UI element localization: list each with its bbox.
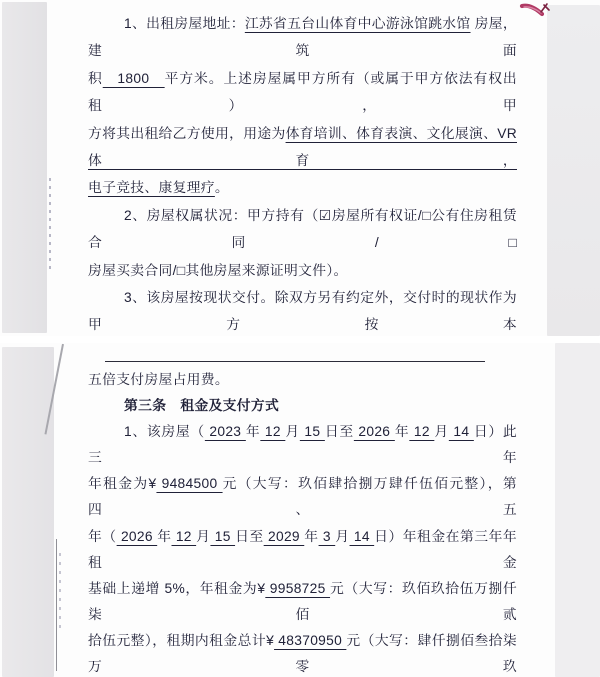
contract-text-line xyxy=(88,419,517,471)
filled-in-value: 14 xyxy=(448,424,474,440)
horizontal-rule xyxy=(105,361,485,362)
contract-text: 年租金为¥ xyxy=(88,476,157,492)
contract-text: 元（大写：肆仟捌佰叁拾柒万零玖 xyxy=(88,632,517,675)
contract-text: 日至 xyxy=(324,424,354,440)
filled-in-value: 48370950 xyxy=(274,632,347,648)
contract-text: 年 xyxy=(245,424,261,440)
ink-bleed-marks xyxy=(59,553,61,633)
contract-text: 1、该房屋（ xyxy=(124,424,205,440)
contract-text: 房屋，建筑面 xyxy=(88,16,517,59)
contract-text: 年 xyxy=(394,424,410,440)
contract-text-line xyxy=(88,393,517,419)
contract-text: 2、房屋权属状况：甲方持有（☑房屋所有权证/□公有住房租赁合同/□ xyxy=(88,207,517,251)
paper-edge-left xyxy=(2,347,54,677)
contract-text-line xyxy=(88,524,517,576)
filled-in-value: 2029 xyxy=(263,528,305,544)
contract-text-line xyxy=(88,10,517,65)
filled-in-value: 3 xyxy=(318,528,336,544)
contract-text-line xyxy=(88,628,517,677)
contract-text-line xyxy=(88,257,517,284)
filled-in-value: 电子竞技、康复理疗 xyxy=(88,180,215,196)
contract-clauses-page1 xyxy=(88,10,517,336)
contract-text: 第三条 租金及支付方式 xyxy=(124,398,280,414)
contract-text: 月 xyxy=(335,528,350,544)
filled-in-value: 15 xyxy=(210,528,236,544)
red-pen-mark-icon xyxy=(518,0,554,22)
document-photo-bottom xyxy=(0,343,600,677)
contract-text: 拾伍元整），租期内租金总计¥ xyxy=(88,632,275,648)
contract-text: 。 xyxy=(214,180,229,196)
filled-in-value: 12 xyxy=(409,424,435,440)
contract-text: 积 xyxy=(88,70,103,86)
rent-clause-lines xyxy=(88,367,517,677)
contract-text: 3、该房屋按现状交付。除双方另有约定外，交付时的现状作为甲方按本 xyxy=(88,290,517,333)
contract-text: 五倍支付房屋占用费。 xyxy=(88,372,229,387)
filled-in-value: 9484500 xyxy=(156,476,223,492)
contract-text: 方将其出租给乙方使用，用途为 xyxy=(88,125,286,141)
filled-in-value: 2026 xyxy=(353,424,395,440)
filled-in-value: 9958725 xyxy=(265,580,331,596)
filled-in-value: 14 xyxy=(349,528,375,544)
contract-text: 日至 xyxy=(235,528,264,544)
contract-text-line xyxy=(88,471,517,523)
contract-text-line xyxy=(88,120,517,175)
paper-edge-right xyxy=(547,5,600,336)
contract-text: 年 xyxy=(157,528,172,544)
filled-in-value: 1800 xyxy=(102,70,165,86)
contract-text: 基础上递增 5%，年租金为¥ xyxy=(88,580,266,596)
paper-edge-shadow xyxy=(56,539,57,671)
contract-text-line xyxy=(88,284,517,336)
contract-text: 月 xyxy=(285,424,300,440)
contract-text: 年 xyxy=(304,528,319,544)
filled-in-value: 15 xyxy=(299,424,325,440)
filled-in-value: 江苏省五台山体育中心游泳馆跳水馆 xyxy=(244,16,471,31)
contract-text: 月 xyxy=(196,528,211,544)
filled-in-value: 2026 xyxy=(116,528,158,544)
filled-in-value: 体育培训、体育表演、文化展演、VR 体育， xyxy=(88,125,517,169)
contract-text-line xyxy=(88,576,517,628)
ink-bleed-marks xyxy=(49,178,51,270)
filled-in-value: 12 xyxy=(171,528,197,544)
contract-text: 房屋买卖合同/□其他房屋来源证明文件）。 xyxy=(88,262,348,278)
contract-text: 日）年租金在第三年年租金 xyxy=(88,528,517,570)
contract-text: 平方米。上述房屋属甲方所有（或属于甲方依法有权出租），甲 xyxy=(88,70,517,114)
contract-text-line xyxy=(88,174,517,201)
filled-in-value: 2023 xyxy=(204,424,246,440)
contract-text: 月 xyxy=(434,424,449,440)
contract-text-line xyxy=(88,65,517,120)
contract-text: 日）此三年 xyxy=(88,424,517,466)
paper-edge-right xyxy=(555,343,600,677)
document-photo-top xyxy=(0,0,600,336)
contract-text-line xyxy=(88,202,517,257)
contract-text: 元（大写：玖佰肆拾捌万肆仟伍佰元整），第四、五 xyxy=(88,476,517,518)
contract-text: 元（大写：玖佰玖拾伍万捌仟柒佰贰 xyxy=(88,580,517,622)
contract-text: 1、出租房屋地址： xyxy=(124,16,245,31)
paper-edge-left xyxy=(2,2,47,333)
contract-text-line xyxy=(88,367,517,393)
contract-clauses-page2 xyxy=(88,367,517,677)
filled-in-value: 12 xyxy=(260,424,286,440)
contract-text: 年（ xyxy=(88,528,117,544)
